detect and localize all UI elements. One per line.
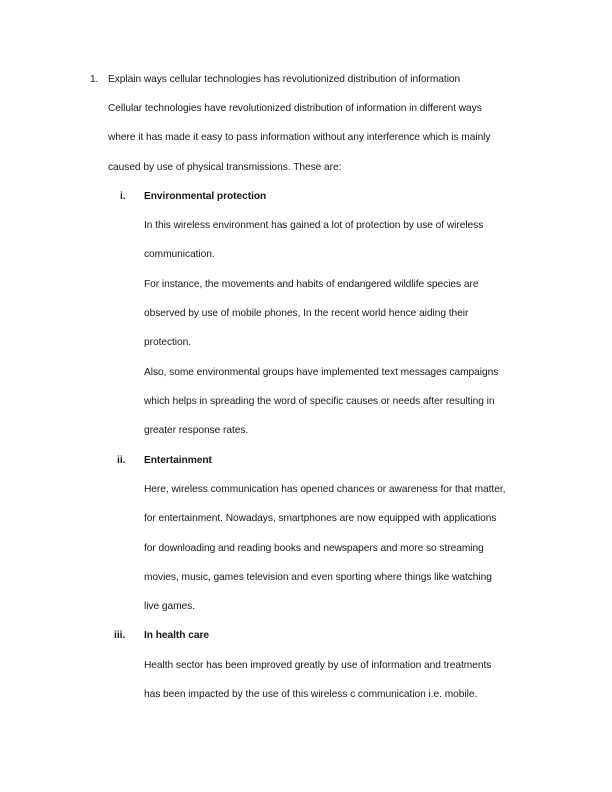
question-number: 1. xyxy=(90,74,99,85)
section-numeral: ii. xyxy=(117,455,126,466)
section-line: protection. xyxy=(144,337,192,348)
intro-line: where it has made it easy to pass information without any interference which is mainly xyxy=(108,132,491,143)
section-line: In this wireless environment has gained a lot of protection by use of wireless xyxy=(144,220,484,231)
question-text: Explain ways cellular technologies has revolutionized distribution of information xyxy=(108,74,461,85)
section-line: observed by use of mobile phones, In the recent world hence aiding their xyxy=(144,308,469,319)
section-line: has been impacted by the use of this wireless c communication i.e. mobile. xyxy=(144,689,478,700)
section-numeral: i. xyxy=(120,191,126,202)
intro-line: caused by use of physical transmissions. These are: xyxy=(108,162,342,173)
section-line: Here, wireless communication has opened chances or awareness for that matter, xyxy=(144,484,506,495)
section-numeral: iii. xyxy=(114,630,126,641)
section-line: for entertainment. Nowadays, smartphones are now equipped with applications xyxy=(144,513,497,524)
section-line: For instance, the movements and habits of endangered wildlife species are xyxy=(144,279,479,290)
section-line: communication. xyxy=(144,249,215,260)
section-line: which helps in spreading the word of specific causes or needs after resulting in xyxy=(144,396,495,407)
section-line: for downloading and reading books and newspapers and more so streaming xyxy=(144,543,484,554)
section-line: live games. xyxy=(144,601,195,612)
section-line: movies, music, games television and even sporting where things like watching xyxy=(144,572,492,583)
section-line: greater response rates. xyxy=(144,425,249,436)
intro-line: Cellular technologies have revolutionized distribution of information in different ways xyxy=(108,103,482,114)
section-heading: In health care xyxy=(144,630,209,641)
section-line: Also, some environmental groups have implemented text messages campaigns xyxy=(144,367,499,378)
section-heading: Environmental protection xyxy=(144,191,267,202)
section-heading: Entertainment xyxy=(144,455,212,466)
section-line: Health sector has been improved greatly by use of information and treatments xyxy=(144,660,492,671)
